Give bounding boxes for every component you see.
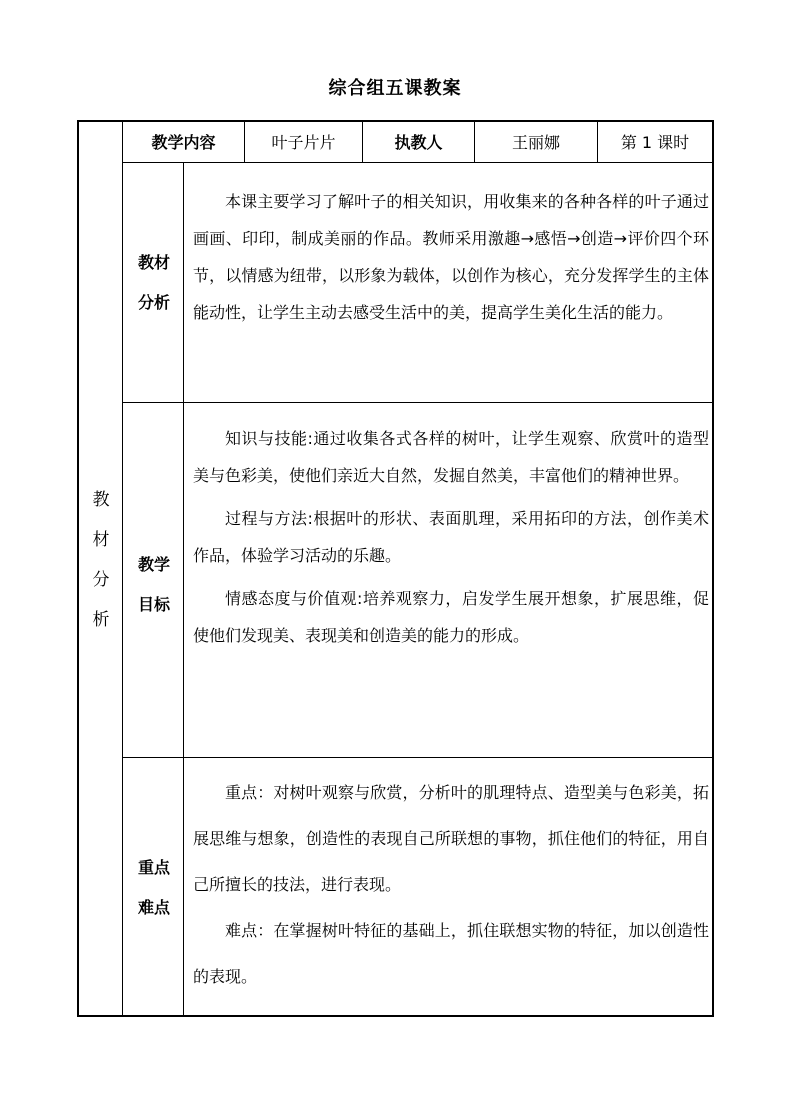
section-label [124,545,184,625]
document-title: 综合组五课教案 [328,78,462,99]
paragraph: 情感态度与价值观:培养观察力，启发学生展开想象，扩展思维，促使他们发现美、表现美和创造美的能力的形成。 [193,589,709,645]
section-label [124,243,184,323]
side-label-char: 分 [92,570,110,590]
content-label: 教学内容 [151,133,216,152]
section-body [193,183,709,331]
section-label-line: 目标 [137,595,170,614]
section-label-line: 教学 [137,555,170,574]
teacher-label: 执教人 [394,133,443,152]
paragraph: 难点：在掌握树叶特征的基础上，抓住联想实物的特征，加以创造性的表现。 [193,921,709,986]
table-divider [122,162,714,163]
paragraph: 知识与技能:通过收集各式各样的树叶，让学生观察、欣赏叶的造型美与色彩美，使他们亲近大自然，发掘自然美，丰富他们的精神世界。 [193,429,709,485]
side-label-char: 教 [92,490,110,510]
section-label-line: 教材 [137,253,170,272]
table-divider [122,120,123,1017]
paragraph: 重点：对树叶观察与欣赏，分析叶的肌理特点、造型美与色彩美，拓展思维与想象，创造性的表现自己所联想的事物，抓住他们的特征，用自己所擅长的技法，进行表现。 [193,783,709,894]
paragraph: 本课主要学习了解叶子的相关知识，用收集来的各种各样的叶子通过画画、印印，制成美丽的作品。教师采用激趣→感悟→创造→评价四个环节，以情感为纽带，以形象为载体，以创作为核心，充分发挥学生的主体能动性，让学生主动去感受生活中的美，提高学生美化生活的能力。 [193,192,709,322]
lesson-period: 第 1 课时 [620,133,690,152]
table-divider [122,402,714,403]
table-divider [122,757,714,758]
section-body [193,410,709,654]
section-label-line: 分析 [137,293,170,312]
teacher-value: 王丽娜 [511,133,560,152]
side-label-char: 材 [92,530,110,550]
section-body [193,770,709,1000]
section-label-line: 难点 [137,898,170,917]
side-label-char: 析 [92,610,110,630]
content-value: 叶子片片 [271,133,336,152]
section-label-line: 重点 [137,858,170,877]
paragraph: 过程与方法:根据叶的形状、表面肌理，采用拓印的方法，创作美术作品，体验学习活动的乐趣。 [193,509,709,565]
section-label [124,848,184,928]
side-label [80,480,122,640]
